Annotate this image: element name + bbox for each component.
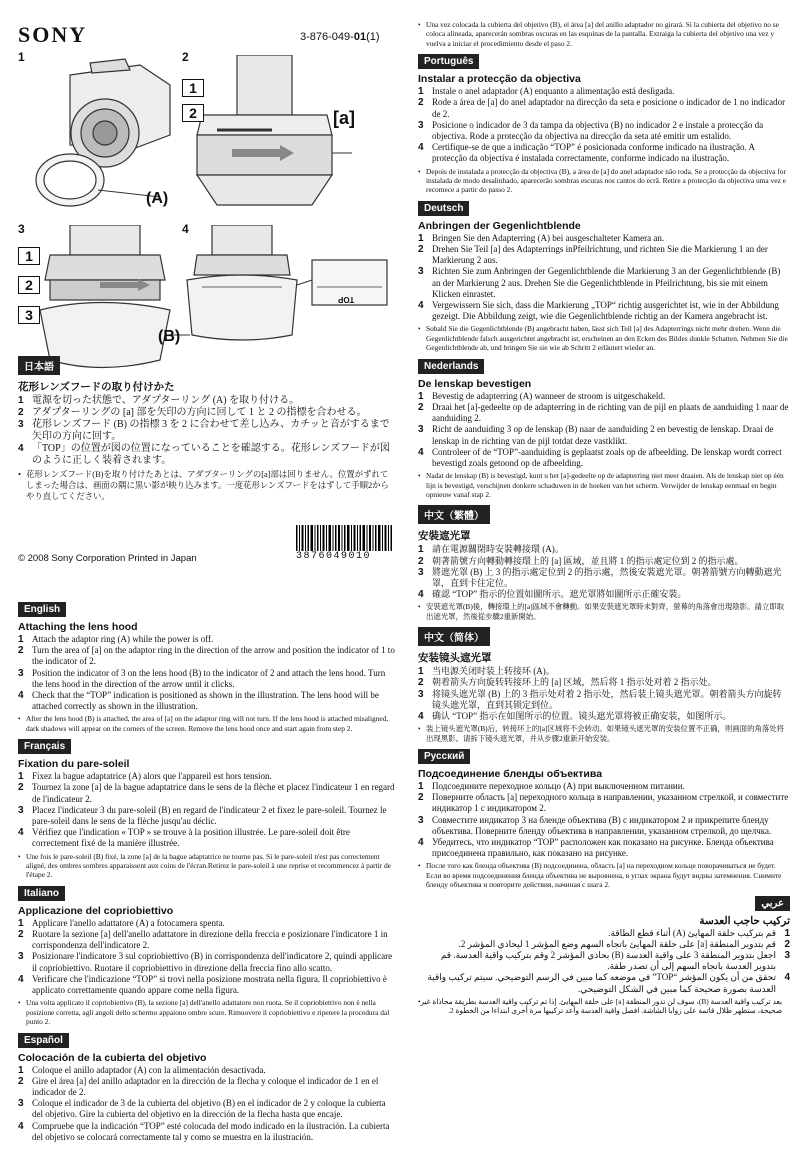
chinese-trad-step-1: 1 請在電源關閉時安裝轉接環 (A)。: [418, 544, 564, 556]
arabic-step-4: 4 تحقق من أن يكون المؤشر “TOP” في موضعه كما مبين في الرسم التوضيحي. سيتم تركيب واقية العدسة بصورة صحيحة كما مبين في الشكل التوضيحي.: [427, 972, 790, 994]
italian-step-1: 1 Applicare l'anello adattatore (A) a fotocamera spenta.: [18, 917, 225, 929]
spanish-step-1: 1 Coloque el anillo adaptador (A) con la alimentación desactivada.: [18, 1064, 266, 1076]
dutch-step-2: 2 Draai het [a]-gedeelte op de adapterring in de richting van de pijl en plaats de aanduiding 1 naar de aanduiding 2.: [418, 401, 789, 424]
english-header: English: [18, 602, 66, 617]
label-b-lens-hood: (B): [158, 328, 181, 345]
spanish-step-4: 4 Compruebe que la indicación “TOP” esté colocada del modo indicado en la ilustración. La cubierta del objetivo se colocará correctamente tal y como se muestra en la ilustración.: [18, 1120, 390, 1142]
spanish-step-3: 3 Coloque el indicador de 3 de la cubierta del objetivo (B) en el indicador de 2 y coloque la cubierta del objetivo. Gire la cubierta del objetivo en la dirección de la flecha hasta que encaje.: [18, 1098, 386, 1120]
french-steps: [18, 771, 396, 849]
german-note: • Sobald Sie die Gegenlichtblende (B) angebracht haben, lässt sich Teil [a] des Adapterrings nicht mehr drehen. Wenn die Gegenlichtblende falsch ausgerichtet angebracht ist, erscheinen an den Ecken des Bildes dunkle Schatten. Nehmen Sie die Gegenlichtblende ab, und bringen Sie sie wie ab Schritt 2 erläutert wieder an.: [418, 324, 790, 352]
top-marker: TOP: [338, 295, 355, 304]
french-step-2: 2 Tournez la zone [a] de la bague adaptatrice dans le sens de la flèche et placez l'indicateur 1 en regard de l'indicateur 2.: [18, 782, 395, 804]
figure-3-number: 3: [18, 222, 25, 236]
japanese-step-4: 4 「TOP」の位置が図の位置になっていることを確認する。花形レンズフードが図のように正しく装着されます。: [18, 443, 390, 466]
russian-header: Русский: [418, 749, 470, 764]
russian-note: • После того как бленда объектива (B) подсоединена, область [a] на переходном кольце поворачиваться не будет. Если во время подсоединения бленда объектива не выровнена, в углах экрана будут видны затемнения. Снимите бленду объектива и повторите действия, начиная с шага 2.: [418, 861, 790, 889]
italian-step-4: 4 Verificare che l'indicazione “TOP” si trovi nella posizione mostrata nella figura. Il copriobiettivo è applicato correttamente quando appare come nella figura.: [18, 973, 387, 996]
chinese-simp-step-4: 4 确认 “TOP” 指示在如图所示的位置。镜头遮光罩将被正确安装，如图所示。: [418, 710, 732, 722]
portuguese-title: Instalar a protecção da objectiva: [418, 73, 581, 86]
arabic-step-3: 3 اجعل بتدوير المنطقة 3 على واقية العدسة (B) بحاذي المؤشر 2 وقم بتركيب واقية العدسة. قم بتدوير العدسة باتجاه السهم إلى أن تصدر طقة.: [440, 950, 790, 972]
indicator-2-box-fig3: 2: [18, 276, 40, 294]
italian-header: Italiano: [18, 886, 65, 901]
english-steps: [18, 634, 396, 712]
english-step-3: 3 Position the indicator of 3 on the lens hood (B) to the indicator of 2 and attach the lens hood. Turn the lens hood in the direction of the arrow until it clicks.: [18, 667, 386, 689]
english-title: Attaching the lens hood: [18, 621, 138, 633]
arabic-section: [418, 892, 790, 1016]
figure-2-adaptor-ring-illustration: [182, 55, 357, 215]
chinese-trad-note: • 安裝遮光罩(B)後，轉接環上的[a]區域不會轉動。如果安裝遮光罩時未對齊，螢幕的角落會出現陰影。請立即取出遮光罩，然後從步驟2重新開始。: [418, 602, 790, 621]
indicator-1-box-fig3: 1: [18, 247, 40, 265]
german-title: Anbringen der Gegenlichtblende: [418, 219, 581, 232]
dutch-title: De lenskap bevestigen: [418, 377, 532, 390]
english-step-4: 4 Check that the “TOP” indication is positioned as shown in the illustration. The lens hood will be attached correctly as shown in the illustration.: [18, 690, 379, 712]
figure-2-number: 2: [182, 50, 189, 64]
german-step-4: 4 Vergewissern Sie sich, dass die Markierung „TOP“ richtig ausgerichtet ist, wie in der Abbildung gezeigt. Die Abbildung zeigt, wie die Gegenlichtblende richtig an der Kamera angebracht ist.: [418, 300, 779, 322]
indicator-1-box: 1: [182, 79, 204, 97]
dutch-step-4: 4 Controleer of de “TOP”-aanduiding is geplaatst zoals op de afbeelding. De lenskap wordt correct bevestigd zoals getoond op de afbeelding.: [418, 446, 782, 468]
label-a-area: [a]: [333, 108, 355, 128]
arabic-header: عربي: [755, 896, 790, 911]
russian-title: Подсоединение бленды объектива: [418, 768, 603, 780]
arabic-steps: [418, 928, 790, 995]
figure-4-attached-hood-illustration: [182, 225, 392, 355]
chinese-simp-step-1: 1 当电源关闭时装上转接环 (A)。: [418, 666, 555, 678]
chinese-simp-step-3: 3 将镜头遮光罩 (B) 上的 3 指示处对着 2 指示处，然后装上镜头遮光罩。朝着箭头方向旋转镜头遮光罩，直到其锁定到位。: [418, 688, 782, 710]
chinese-simp-step-2: 2 朝着箭头方向旋转转接环上的 [a] 区域，然后将 1 指示处对着 2 指示处。: [418, 677, 717, 689]
spanish-steps: [18, 1065, 396, 1143]
chinese-trad-step-4: 4 確認 “TOP” 指示的位置如圖所示。遮光罩將如圖所示正確安裝。: [418, 589, 687, 601]
english-note: • After the lens hood (B) is attached, the area of [a] on the adaptor ring will not turn. If the lens hood is attached misaligned, dark shadows will appear on the corners of the screen. Remove the lens hood once and start again from step 2.: [18, 714, 396, 733]
spanish-title: Colocación de la cubierta del objetivo: [18, 1051, 207, 1064]
german-step-3: 3 Richten Sie zum Anbringen der Gegenlichtblende die Markierung 3 an der Gegenlichtblende (B) an der Markierung 2 aus. Drehen Sie die Gegenlichtblende in Pfeilrichtung, bis sie mit einem Klicken einrastet.: [418, 266, 781, 299]
label-a-adaptor: (A): [146, 190, 169, 207]
japanese-step-2: 2 アダプターリングの [a] 部を矢印の方向に回して 1 と 2 の指標を合わせる。: [18, 407, 367, 418]
spanish-header: Español: [18, 1033, 69, 1048]
indicator-2-box: 2: [182, 104, 204, 122]
russian-step-4: 4 Убедитесь, что индикатор “TOP” расположен как показано на рисунке. Бленда объектива присоединена правильно, как показано на рисунке.: [418, 837, 774, 859]
barcode-number: 3876049010: [296, 551, 372, 562]
italian-step-3: 3 Posizionare l'indicatore 3 sul copriobiettivo (B) in corrispondenza dell'indicatore 2, quindi applicare il copriobiettivo. Ruotare il copriobiettivo in direzione della freccia fino allo scatto.: [18, 951, 393, 973]
figure-1-number: 1: [18, 50, 25, 64]
italian-step-2: 2 Ruotare la sezione [a] dell'anello adattatore in direzione della freccia e posizionare l'indicatore 1 in corrispondenza dell'indicatore 2.: [18, 929, 388, 951]
russian-steps: [418, 781, 790, 859]
portuguese-step-4: 4 Certifique-se de que a indicação “TOP” é posicionada conforme indicado na ilustração. A protecção da objectiva é instalada correctamente, conforme indicado na ilustração.: [418, 142, 755, 164]
french-note: • Une fois le pare-soleil (B) fixé, la zone [a] de la bague adaptatrice ne tourne pas. Si le pare-soleil n'est pas correctement aligné, des ombres sombres apparaissent aux coins de l'écran.Retirez le pare-soleil à une reprise et recommencez à partir de l'étape 2.: [18, 852, 396, 880]
french-title: Fixation du pare-soleil: [18, 758, 130, 771]
barcode: [296, 525, 392, 551]
japanese-step-3: 3 花形レンズフード (B) の指標 3 を 2 に合わせて差し込み、カチッと音がするまで矢印の方向に回す。: [18, 419, 390, 442]
dutch-steps: [418, 391, 790, 469]
chinese-trad-header: 中文（繁體）: [418, 505, 490, 524]
russian-step-3: 3 Совместите индикатор 3 на бленде объектива (B) с индикатором 2 и прикрепите бленду объектива. Поверните бленду объектива в направлении, указанном стрелкой, до щелчка.: [418, 814, 772, 836]
dutch-note: • Nadat de lenskap (B) is bevestigd, kunt u het [a]-gedeelte op de adapterring niet meer draaien. Als de lenskap niet op één lijn is bevestigd, verschijnen donkere schaduwen in de hoeken van het scherm. Verwijder de lenskap eenmaal en begin opnieuw vanaf stap 2.: [418, 471, 790, 499]
portuguese-step-3: 3 Posicione o indicador de 3 da tampa da objectiva (B) no indicador 2 e instale a protecção da objectiva. Rode a protecção da objectiva na direcção da seta até emitir um estalido.: [418, 119, 764, 142]
japanese-header: 日本語: [18, 356, 60, 375]
russian-step-2: 2 Поверните область [a] переходного кольца в направлении, указанном стрелкой, и совместите индикатор 1 с индикатором 2.: [418, 792, 789, 814]
part-number: 3-876-049-01(1): [300, 31, 380, 43]
italian-title: Applicazione del copriobiettivo: [18, 904, 174, 917]
russian-step-1: 1 Подсоедините переходное кольцо (A) при выключенном питании.: [418, 781, 685, 792]
left-column: [18, 598, 396, 1143]
portuguese-note: • Depois de instalada a protecção da objectiva (B), a área de [a] do anel adaptador não roda. Se a protecção da objectiva for instalada de modo desalinhado, aparecerão sombras escuras nos cantos do ecrã. Retire a protecção da objectiva uma vez e recomece a partir do passo 2.: [418, 167, 790, 195]
dutch-step-1: 1 Bevestig de adapterring (A) wanneer de stroom is uitgeschakeld.: [418, 390, 666, 402]
japanese-step-1: 1 電源を切った状態で、アダプターリング (A) を取り付ける。: [18, 395, 300, 406]
chinese-simp-steps: [418, 666, 790, 722]
german-header: Deutsch: [418, 201, 469, 216]
japanese-steps: [18, 395, 396, 467]
french-header: Français: [18, 739, 71, 754]
figure-4-number: 4: [182, 222, 189, 236]
italian-steps: [18, 918, 396, 996]
japanese-note: • 花形レンズフード(B)を取り付けたあとは、アダプターリングの[a]部は回りません。位置がずれてしまった場合は、画面の隅に黒い影が映り込みます。一度花形レンズフードをはずして手順2からやり直してください。: [18, 469, 396, 502]
french-step-3: 3 Placez l'indicateur 3 du pare-soleil (B) en regard de l'indicateur 2 et fixez le pare-soleil. Tournez le pare-soleil dans le sens de la flèche jusqu'au déclic.: [18, 804, 387, 827]
right-column: [418, 18, 790, 1018]
portuguese-step-1: 1 Instale o anel adaptador (A) enquanto a alimentação está desligada.: [418, 86, 675, 98]
japanese-section: [18, 352, 396, 504]
chinese-trad-step-2: 2 朝著箭號方向轉動轉接環上的 [a] 區域，並且將 1 的指示處定位到 2 的指示處。: [418, 555, 744, 567]
chinese-simp-title: 安装镜头遮光罩: [418, 652, 492, 665]
dutch-step-3: 3 Richt de aanduiding 3 op de lenskap (B) naar de aanduiding 2 en bevestig de lenskap. Draai de lenskap in de richting van de pijl totdat deze vastklikt.: [418, 424, 774, 446]
chinese-trad-step-3: 3 將遮光罩 (B) 上 3 的指示處定位到 2 的指示處，然後安裝遮光罩。朝著箭號方向轉動遮光罩，直到卡住定位。: [418, 566, 782, 588]
english-step-2: 2 Turn the area of [a] on the adaptor ring in the direction of the arrow and position the indicator of 1 to the indicator of 2.: [18, 645, 395, 667]
arabic-step-2: 2 قم بتدوير المنطقة [a] على حلقة المهايئ باتجاه السهم وضع المؤشر 1 ليحاذي المؤشر 2.: [458, 938, 790, 950]
dutch-header: Nederlands: [418, 359, 484, 374]
chinese-simp-header: 中文（简体）: [418, 627, 490, 646]
italian-note: • Una volta applicato il copriobiettivo (B), la sezione [a] dell'anello adattatore non ruota. Se il copriobiettivo non è nella posizione corretta, agli angoli dello schermo appaiono ombre scure. Rimuovere il copriobiettivo e ripetere la procedura dal punto 2.: [18, 998, 396, 1026]
portuguese-steps: [418, 86, 790, 164]
arabic-step-1: 1 قم بتركيب حلقة المهايئ (A) أثناء قطع الطاقة.: [608, 927, 790, 939]
french-step-1: 1 Fixez la bague adaptatrice (A) alors que l'appareil est hors tension.: [18, 771, 272, 783]
spanish-step-2: 2 Gire el área [a] del anillo adaptador en la dirección de la flecha y coloque el indicador de 1 en el indicador de 2.: [18, 1075, 379, 1097]
german-steps: [418, 233, 790, 323]
arabic-title: تركيب حاجب العدسة: [699, 914, 790, 927]
german-step-2: 2 Drehen Sie Teil [a] des Adapterrings inPfeilrichtung, und richten Sie die Markierung 1 an der Markierung 2 aus.: [418, 244, 768, 266]
chinese-simp-note: • 装上镜头遮光罩(B)后，转接环上的[a]区域将不会转动。如果镜头遮光罩的安装位置不正确，则画面的角落处将出现黑影。请拆下镜头遮光罩，并从步骤2重新开始安装。: [418, 724, 790, 743]
arabic-note: • بعد تركيب واقية العدسة (B)، سوف لن تدور المنطقة [a] على حلقة المهايئ. إذا تم تركيب واقية العدسة بطريقة محاذاة غير صحيحة، ستظهر ظلال قاتمة على زوايا الشاشة. افصل واقية العدسة وأعد تركيبها مرة أخرى ابتداءا من الخطوة 2.: [418, 997, 790, 1016]
chinese-trad-steps: [418, 544, 790, 600]
english-step-1: 1 Attach the adaptor ring (A) while the power is off.: [18, 634, 214, 645]
spanish-note: • Una vez colocada la cubierta del objetivo (B), el área [a] del anillo adaptador no girará. Si la cubierta del objetivo no se coloca alineada, aparecerán sombras oscuras en las esquinas de la pantalla. Extraiga la cubierta del objetivo una vez y vuelva a iniciar el procedimiento desde el paso 2.: [418, 20, 790, 48]
japanese-title: 花形レンズフードの取り付けかた: [18, 381, 175, 393]
sony-logo: SONY: [18, 22, 88, 47]
french-step-4: 4 Vérifiez que l'indication « TOP » se trouve à la position illustrée. Le pare-soleil doit être correctement fixé de la manière illustrée.: [18, 827, 350, 849]
copyright: © 2008 Sony Corporation Printed in Japan: [18, 553, 197, 564]
portuguese-header: Português: [418, 54, 479, 69]
chinese-trad-title: 安裝遮光罩: [418, 530, 471, 543]
portuguese-step-2: 2 Rode a área de [a] do anel adaptador na direcção da seta e posicione o indicador de 1 no indicador de 2.: [418, 97, 786, 119]
indicator-3-box-fig3: 3: [18, 306, 40, 324]
german-step-1: 1 Bringen Sie den Adapterring (A) bei ausgeschalteter Kamera an.: [418, 232, 665, 244]
